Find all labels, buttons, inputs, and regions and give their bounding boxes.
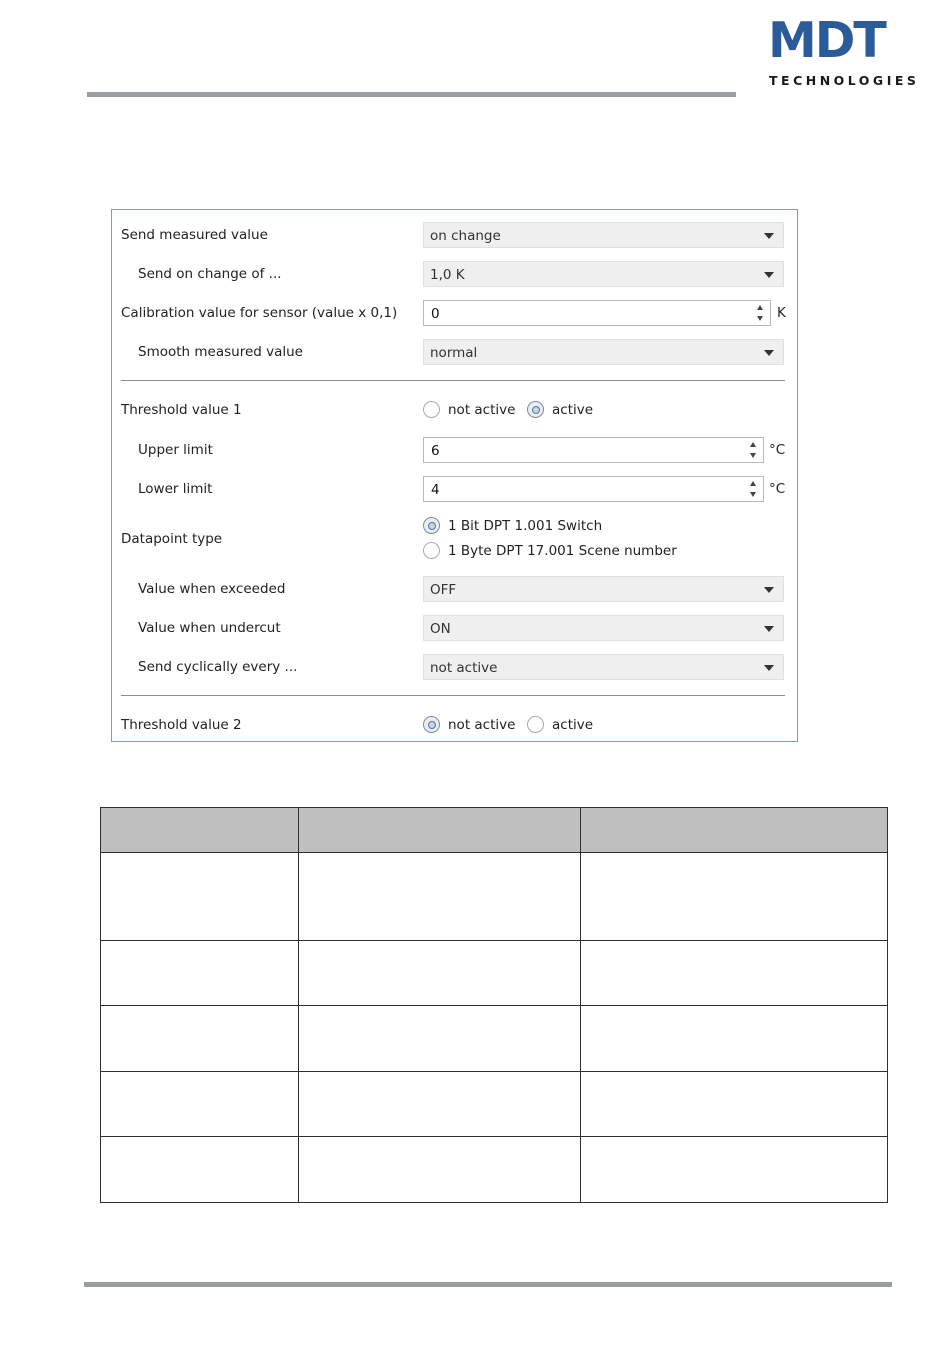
value-exceeded-value: OFF <box>430 582 457 598</box>
spin-down-icon[interactable] <box>757 316 763 321</box>
row-value-undercut <box>112 613 797 643</box>
spin-up-icon[interactable] <box>750 481 756 486</box>
threshold-1-active-label: active <box>552 402 594 418</box>
send-cyclically-select[interactable] <box>423 654 784 680</box>
lower-limit-unit: °C <box>769 481 786 497</box>
send-measured-value-label: Send measured value <box>121 227 268 243</box>
footer-rule <box>84 1282 892 1287</box>
table-row <box>101 1137 888 1203</box>
threshold-2-label: Threshold value 2 <box>121 717 242 733</box>
table-row <box>101 1006 888 1072</box>
threshold-1-not-active-label: not active <box>448 402 516 418</box>
table-cell <box>298 1072 581 1137</box>
table-row <box>101 853 888 941</box>
table-header-cell <box>581 808 888 853</box>
settings-panel <box>111 209 798 742</box>
row-lower-limit <box>112 474 797 504</box>
lower-limit-value: 4 <box>431 482 440 498</box>
table-header-cell <box>298 808 581 853</box>
table-cell <box>581 1006 888 1072</box>
spin-up-icon[interactable] <box>750 442 756 447</box>
calibration-input[interactable] <box>423 300 771 326</box>
send-cyclically-value: not active <box>430 660 498 676</box>
spin-up-icon[interactable] <box>757 305 763 310</box>
table-cell <box>298 1006 581 1072</box>
upper-limit-value: 6 <box>431 443 440 459</box>
calibration-unit: K <box>777 305 786 321</box>
upper-limit-unit: °C <box>769 442 786 458</box>
table-cell <box>101 941 299 1006</box>
value-exceeded-select[interactable] <box>423 576 784 602</box>
row-smooth <box>112 337 797 367</box>
logo-subtitle: TECHNOLOGIES <box>769 73 920 88</box>
table-row <box>101 1072 888 1137</box>
lower-limit-label: Lower limit <box>138 481 213 497</box>
value-undercut-label: Value when undercut <box>138 620 281 636</box>
send-measured-value-value: on change <box>430 228 501 244</box>
smooth-select[interactable] <box>423 339 784 365</box>
table-cell <box>101 853 299 941</box>
header-rule <box>87 92 736 97</box>
datapoint-1byte-radio[interactable] <box>423 542 440 559</box>
send-cyclically-label: Send cyclically every ... <box>138 659 298 675</box>
row-threshold-2 <box>112 710 797 740</box>
chevron-down-icon <box>764 665 774 671</box>
calibration-value: 0 <box>431 306 440 322</box>
parameter-table <box>100 807 888 1203</box>
row-send-cyclically <box>112 652 797 682</box>
smooth-label: Smooth measured value <box>138 344 303 360</box>
separator <box>121 380 785 381</box>
table-cell <box>298 941 581 1006</box>
row-datapoint-type <box>112 510 797 570</box>
datapoint-type-label: Datapoint type <box>121 531 223 547</box>
smooth-value: normal <box>430 345 478 361</box>
row-calibration <box>112 298 797 328</box>
chevron-down-icon <box>764 350 774 356</box>
calibration-label: Calibration value for sensor (value x 0,1) <box>121 305 398 321</box>
threshold-2-active-label: active <box>552 717 594 733</box>
table-cell <box>101 1006 299 1072</box>
upper-limit-input[interactable] <box>423 437 764 463</box>
value-undercut-select[interactable] <box>423 615 784 641</box>
row-threshold-1 <box>112 395 797 425</box>
row-send-on-change <box>112 259 797 289</box>
upper-limit-label: Upper limit <box>138 442 213 458</box>
value-undercut-value: ON <box>430 621 451 637</box>
logo-brand: MDT <box>768 12 885 69</box>
table-header-cell <box>101 808 299 853</box>
send-on-change-value: 1,0 K <box>430 267 465 283</box>
table-header-row <box>101 808 888 853</box>
mdt-logo <box>768 12 920 90</box>
threshold-1-active-radio[interactable] <box>527 401 544 418</box>
spin-down-icon[interactable] <box>750 492 756 497</box>
chevron-down-icon <box>764 272 774 278</box>
table-cell <box>581 1137 888 1203</box>
table-cell <box>101 1072 299 1137</box>
chevron-down-icon <box>764 233 774 239</box>
row-upper-limit <box>112 435 797 465</box>
datapoint-1bit-label: 1 Bit DPT 1.001 Switch <box>448 518 603 534</box>
table-cell <box>581 1072 888 1137</box>
threshold-1-label: Threshold value 1 <box>121 402 242 418</box>
lower-limit-input[interactable] <box>423 476 764 502</box>
chevron-down-icon <box>764 587 774 593</box>
datapoint-1byte-label: 1 Byte DPT 17.001 Scene number <box>448 543 677 559</box>
table-row <box>101 941 888 1006</box>
spin-down-icon[interactable] <box>750 453 756 458</box>
table-cell <box>581 941 888 1006</box>
table-cell <box>101 1137 299 1203</box>
chevron-down-icon <box>764 626 774 632</box>
datapoint-1bit-radio[interactable] <box>423 517 440 534</box>
value-exceeded-label: Value when exceeded <box>138 581 286 597</box>
threshold-2-not-active-label: not active <box>448 717 516 733</box>
send-on-change-select[interactable] <box>423 261 784 287</box>
separator <box>121 695 785 696</box>
table-cell <box>581 853 888 941</box>
threshold-1-not-active-radio[interactable] <box>423 401 440 418</box>
row-send-measured-value <box>112 220 797 250</box>
row-value-exceeded <box>112 574 797 604</box>
send-measured-value-select[interactable] <box>423 222 784 248</box>
table-cell <box>298 853 581 941</box>
table-cell <box>298 1137 581 1203</box>
threshold-2-active-radio[interactable] <box>527 716 544 733</box>
send-on-change-label: Send on change of ... <box>138 266 282 282</box>
threshold-2-not-active-radio[interactable] <box>423 716 440 733</box>
